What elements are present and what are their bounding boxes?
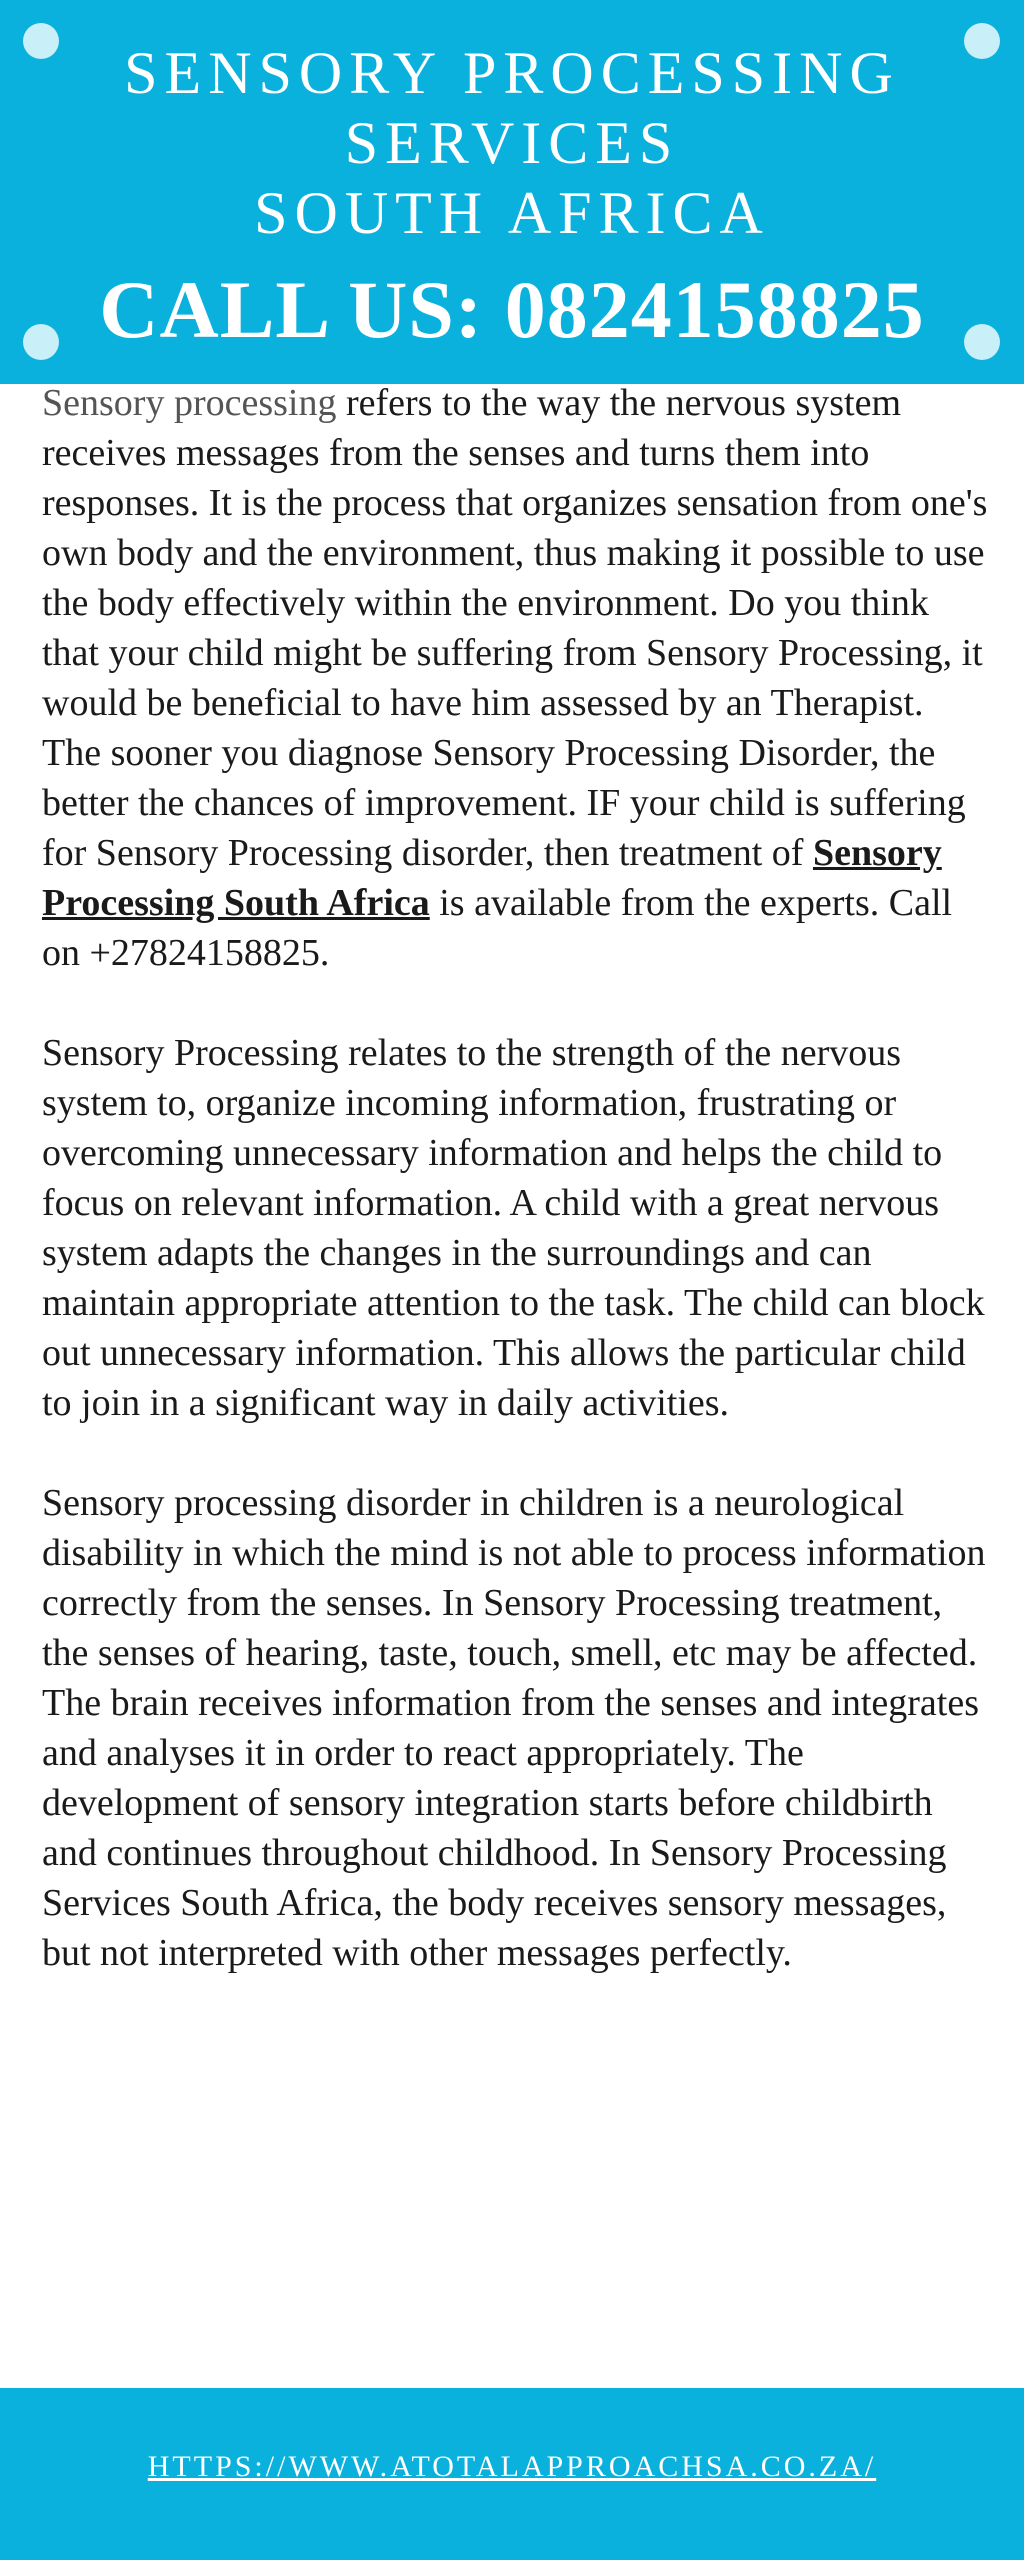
paragraph-2: Sensory Processing relates to the strength of the nervous system to, organize incoming information, frustrating or overcoming unnecessary information and helps the child to focus on relevant information. A child with a great nervous system adapts the changes in the surroundings and can maintain appropriate attention to the task. The child can block out unnecessary information. This allows the particular child to join in a significant way in daily activities.	[42, 1032, 985, 1424]
paragraph-text: refers to the way the nervous system receives messages from the senses and turns them into responses. It is the process that organizes sensation from one's own body and the environment, thus making it possible to use the body effectively within the environment. Do you think that your child might be suffering from Sensory Processing, it would be beneficial to have him assessed by an Therapist. The sooner you diagnose Sensory Processing Disorder, the better the chances of improvement. IF your child is suffering for Sensory Processing disorder, then treatment of	[42, 382, 988, 874]
sensory-processing-link[interactable]: Sensory Processing South Africa	[42, 832, 942, 924]
footer-banner	[0, 2388, 1024, 2560]
article-body	[42, 378, 988, 2028]
title-line: SENSORY PROCESSING	[124, 40, 900, 106]
paragraph-lead-text: Sensory processing	[42, 382, 337, 424]
header-banner	[0, 0, 1024, 384]
title-line: SERVICES	[344, 110, 680, 176]
call-us-phone: CALL US: 0824158825	[99, 264, 925, 355]
website-url-link[interactable]: HTTPS://WWW.ATOTALAPPROACHSA.CO.ZA/	[147, 2450, 877, 2483]
paragraph-1	[42, 378, 988, 978]
title-line: SOUTH AFRICA	[254, 180, 770, 246]
paragraph-3: Sensory processing disorder in children is a neurological disability in which the mind is not able to process information correctly from the senses. In Sensory Processing treatment, the senses of hearing, taste, touch, smell, etc may be affected. The brain receives information from the senses and integrates and analyses it in order to react appropriately. The development of sensory integration starts before childbirth and continues throughout childhood. In Sensory Processing Services South Africa, the body receives sensory messages, but not interpreted with other messages perfectly.	[42, 1482, 986, 1974]
page-title	[0, 38, 1024, 248]
paragraph-text: is available from the experts. Call on +27824158825.	[42, 882, 953, 974]
